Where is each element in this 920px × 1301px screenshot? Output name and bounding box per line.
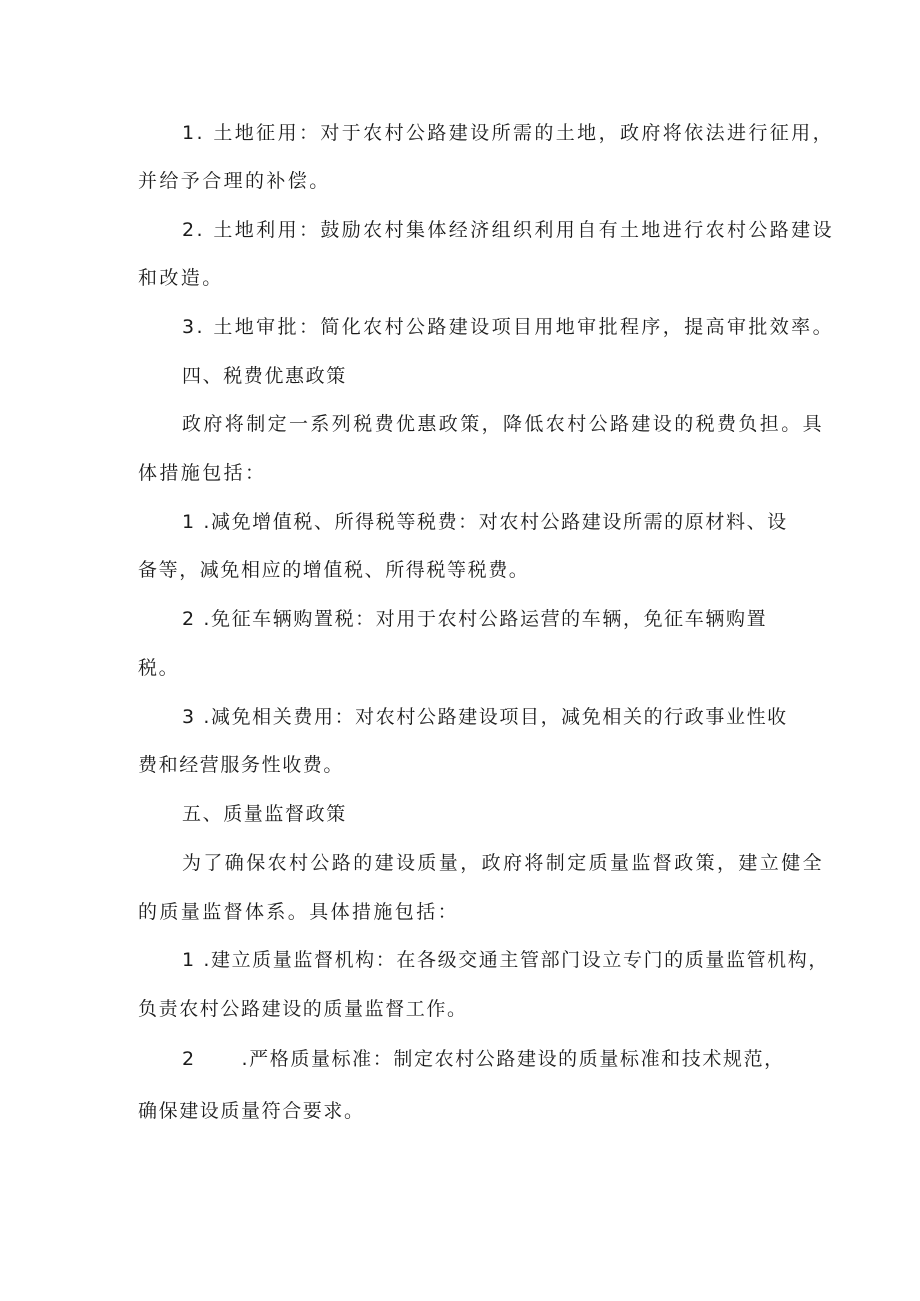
paragraph-8-line-1: 为了确保农村公路的建设质量，政府将制定质量监督政策，建立健全 <box>182 852 825 874</box>
paragraph-4-line-2: 体措施包括： <box>138 462 267 484</box>
paragraph-5-line-1: 1 .减免增值税、所得税等税费：对农村公路建设所需的原材料、设 <box>182 511 788 533</box>
paragraph-9-line-1: 1 .建立质量监督机构：在各级交通主管部门设立专门的质量监管机构， <box>182 949 829 971</box>
paragraph-6-line-1: 2 .免征车辆购置税：对用于农村公路运营的车辆，免征车辆购置 <box>182 608 768 630</box>
paragraph-10-line-1: 2 .严格质量标准：制定农村公路建设的质量标准和技术规范， <box>182 1048 785 1070</box>
paragraph-1-line-2: 并给予合理的补偿。 <box>138 170 331 192</box>
section-heading-5: 五、质量监督政策 <box>182 803 347 825</box>
paragraph-1-line-1: 1. 土地征用：对于农村公路建设所需的土地，政府将依法进行征用， <box>182 122 834 144</box>
paragraph-2-line-1: 2. 土地利用：鼓励农村集体经济组织利用自有土地进行农村公路建设 <box>182 219 834 241</box>
paragraph-7-line-2: 费和经营服务性收费。 <box>138 754 345 776</box>
paragraph-10-line-2: 确保建设质量符合要求。 <box>138 1100 365 1122</box>
paragraph-5-line-2: 备等，减免相应的增值税、所得税等税费。 <box>138 559 530 581</box>
paragraph-4-line-1: 政府将制定一系列税费优惠政策，降低农村公路建设的税费负担。具 <box>182 413 825 435</box>
paragraph-2-line-2: 和改造。 <box>138 267 224 289</box>
paragraph-3-line-1: 3. 土地审批：简化农村公路建设项目用地审批程序，提高审批效率。 <box>182 316 834 338</box>
paragraph-8-line-2: 的质量监督体系。具体措施包括： <box>138 901 460 923</box>
paragraph-9-line-2: 负责农村公路建设的质量监督工作。 <box>138 998 468 1020</box>
section-heading-4: 四、税费优惠政策 <box>182 365 347 387</box>
paragraph-6-line-2: 税。 <box>138 657 180 679</box>
paragraph-7-line-1: 3 .减免相关费用：对农村公路建设项目，减免相关的行政事业性收 <box>182 706 788 728</box>
